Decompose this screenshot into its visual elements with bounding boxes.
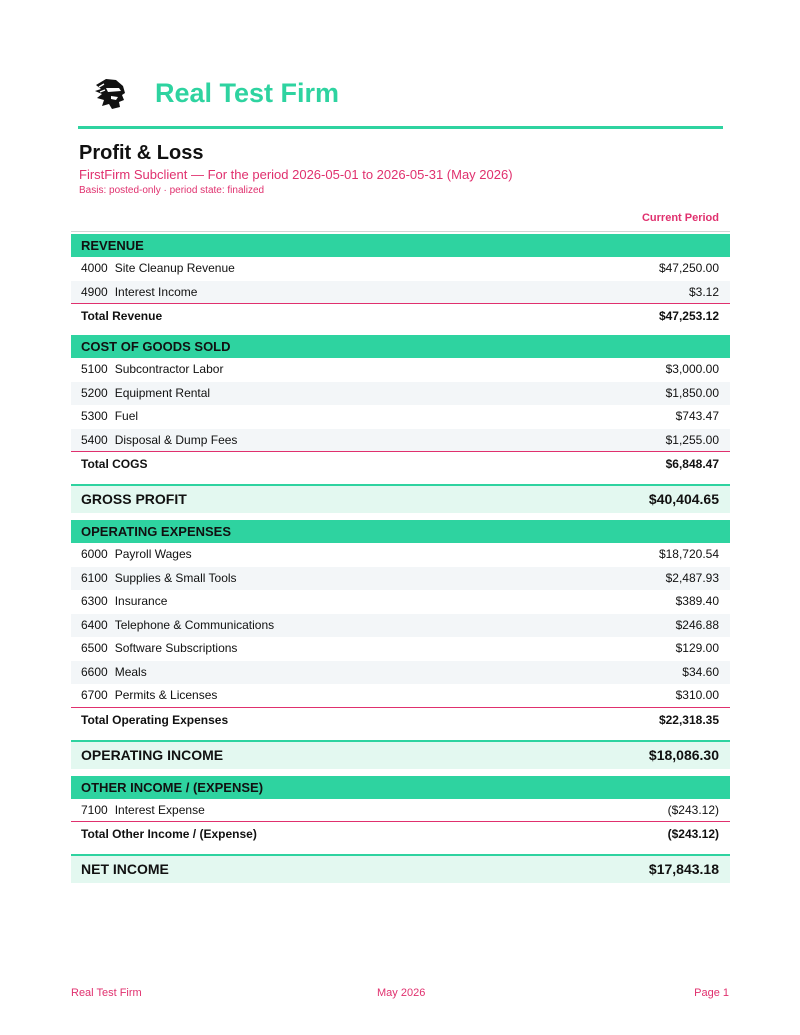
table-row — [71, 661, 730, 685]
account-number: 4900 — [81, 284, 108, 299]
total-row-cogs — [71, 452, 730, 476]
total-row-opex — [71, 708, 730, 732]
account-number: 6700 — [81, 688, 108, 702]
account-name: Telephone & Communications — [114, 617, 275, 632]
section-header-cogs: COST OF GOODS SOLD — [71, 335, 730, 358]
report-title: Profit & Loss — [79, 142, 204, 164]
report-header — [78, 70, 723, 128]
table-row — [71, 405, 730, 429]
account-name: Insurance — [114, 594, 168, 608]
table-row — [71, 637, 730, 661]
amount: $3,000.00 — [665, 362, 719, 376]
gross-profit-row — [71, 484, 730, 513]
account-number: 6500 — [81, 641, 108, 655]
footer-firm-name: Real Test Firm — [71, 987, 142, 999]
account-name: Meals — [114, 664, 147, 679]
total-amount: $6,848.47 — [665, 457, 719, 471]
account-name: Payroll Wages — [114, 547, 192, 561]
account-number: 6300 — [81, 594, 108, 608]
total-row-revenue — [71, 304, 730, 328]
amount: $47,250.00 — [658, 261, 719, 275]
table-row — [71, 543, 730, 567]
account-name: Subcontractor Labor — [114, 362, 224, 376]
account-number: 5100 — [81, 362, 108, 376]
total-amount: $22,318.35 — [658, 712, 719, 727]
account-number: 5300 — [81, 409, 108, 423]
section-header-revenue: REVENUE — [71, 234, 730, 257]
total-amount: $47,253.12 — [658, 309, 719, 323]
total-label: Total Revenue — [81, 309, 163, 323]
account-name: Site Cleanup Revenue — [114, 261, 235, 275]
table-row — [71, 799, 730, 823]
table-row — [71, 281, 730, 305]
operating-income-amount: $18,086.30 — [648, 746, 719, 763]
account-name: Equipment Rental — [114, 385, 211, 400]
account-name: Permits & Licenses — [114, 688, 218, 702]
table-row — [71, 382, 730, 406]
table-row — [71, 614, 730, 638]
account-number: 5400 — [81, 432, 108, 447]
table-row — [71, 257, 730, 281]
report-subtitle: FirstFirm Subclient — For the period 2026-05-01 to 2026-05-31 (May 2026) — [79, 167, 513, 182]
operating-income-row — [71, 740, 730, 769]
total-amount: ($243.12) — [667, 827, 719, 841]
operating-income-label: OPERATING INCOME — [81, 746, 224, 763]
account-number: 6600 — [81, 664, 108, 679]
table-row — [71, 684, 730, 708]
section-header-opex: OPERATING EXPENSES — [71, 520, 730, 543]
total-label: Total Operating Expenses — [81, 712, 229, 727]
firm-name: Real Test Firm — [155, 78, 340, 108]
total-label: Total Other Income / (Expense) — [81, 827, 257, 841]
pl-table — [71, 207, 730, 883]
table-row — [71, 429, 730, 453]
account-number: 6000 — [81, 547, 108, 561]
amount: $310.00 — [675, 688, 719, 702]
account-name: Software Subscriptions — [114, 641, 238, 655]
table-row — [71, 567, 730, 591]
amount: $1,255.00 — [665, 432, 719, 447]
account-name: Interest Income — [114, 284, 198, 299]
amount: $1,850.00 — [665, 385, 719, 400]
net-income-amount: $17,843.18 — [648, 861, 719, 877]
gross-profit-amount: $40,404.65 — [648, 491, 719, 507]
gross-profit-label: GROSS PROFIT — [81, 491, 187, 507]
amount: $18,720.54 — [658, 547, 719, 561]
report-basis: Basis: posted-only · period state: finalized — [79, 185, 265, 196]
amount: $34.60 — [682, 664, 719, 679]
account-number: 4000 — [81, 261, 108, 275]
account-number: 5200 — [81, 385, 108, 400]
amount: $2,487.93 — [665, 570, 719, 585]
account-name: Interest Expense — [114, 802, 205, 817]
amount: ($243.12) — [667, 802, 719, 817]
amount: $246.88 — [675, 617, 719, 632]
footer-page-number: Page 1 — [694, 987, 729, 999]
account-number: 6400 — [81, 617, 108, 632]
helmeted-head-icon — [92, 76, 128, 112]
footer-period: May 2026 — [377, 987, 426, 999]
account-name: Disposal & Dump Fees — [114, 432, 238, 447]
account-name: Fuel — [114, 409, 139, 423]
amount: $389.40 — [675, 594, 719, 608]
table-row — [71, 358, 730, 382]
header-divider — [78, 126, 723, 129]
table-row — [71, 590, 730, 614]
total-row-other — [71, 822, 730, 846]
account-number: 7100 — [81, 802, 108, 817]
amount: $3.12 — [688, 284, 719, 299]
net-income-label: NET INCOME — [81, 861, 169, 877]
account-name: Supplies & Small Tools — [114, 570, 237, 585]
column-header-current-period: Current Period — [71, 207, 730, 232]
net-income-row — [71, 854, 730, 883]
section-header-other: OTHER INCOME / (EXPENSE) — [71, 776, 730, 799]
account-number: 6100 — [81, 570, 108, 585]
amount: $743.47 — [675, 409, 719, 423]
total-label: Total COGS — [81, 457, 148, 471]
amount: $129.00 — [675, 641, 719, 655]
